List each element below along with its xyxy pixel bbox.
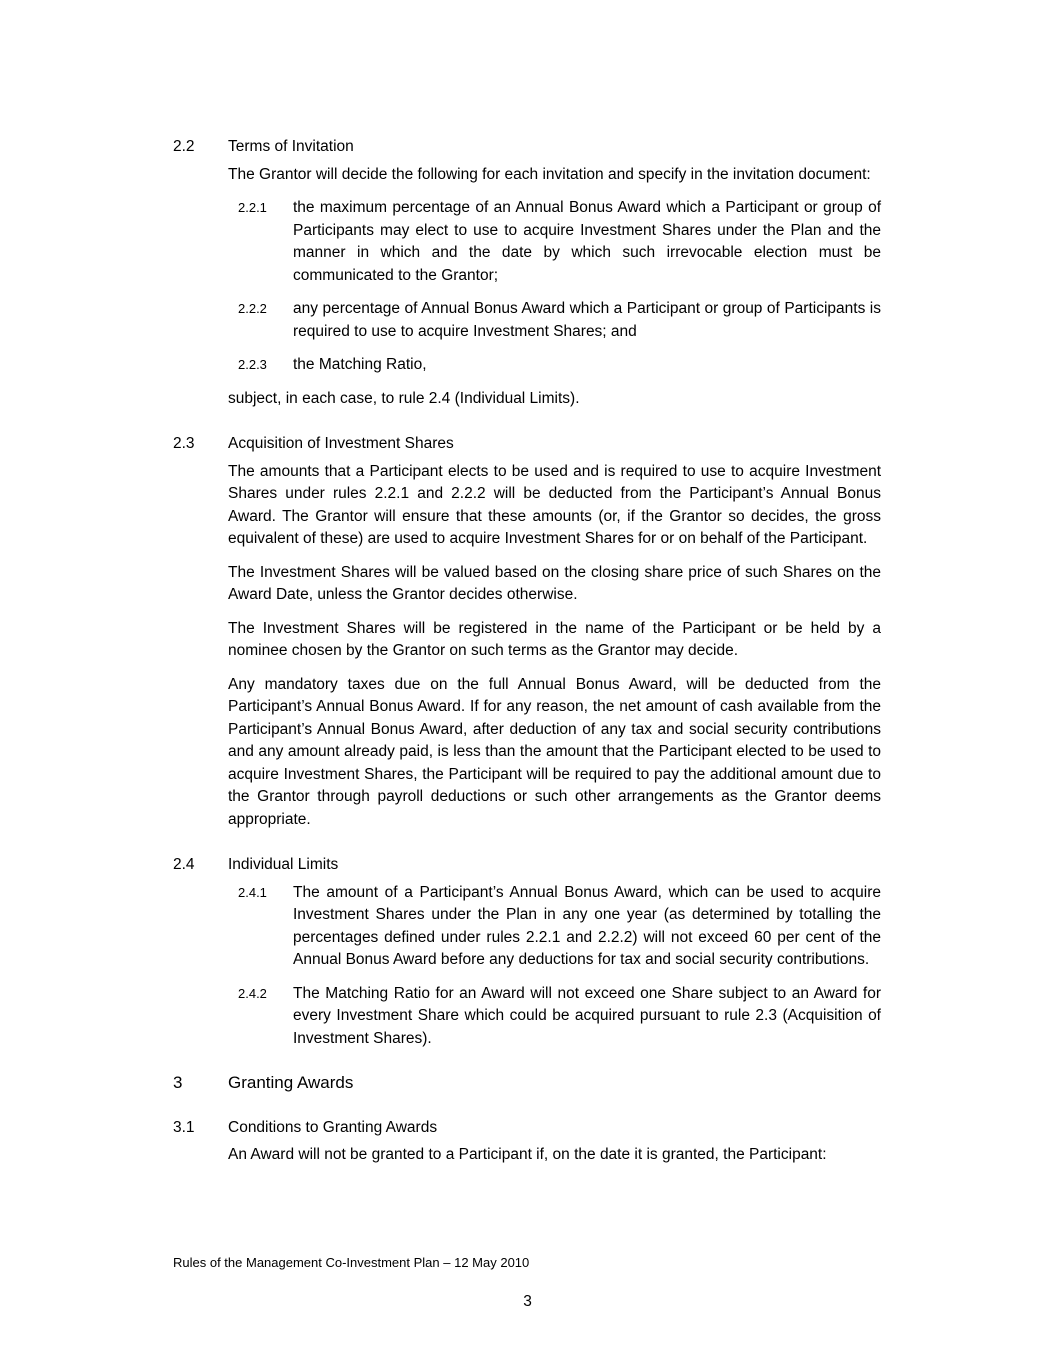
paragraph: The Investment Shares will be valued based on the closing share price of such Shares on the Award Date, unless the Grantor decides otherwise. <box>228 563 881 603</box>
section-heading-2-4 <box>173 854 881 877</box>
clause-2-2-2 <box>228 298 881 343</box>
section-number: 2.4 <box>173 856 195 873</box>
section-heading-2-3 <box>173 433 881 456</box>
clause-text: any percentage of Annual Bonus Award which a Participant or group of Participants is required to use to acquire Investment Shares; and <box>293 300 881 340</box>
clause-2-4-2 <box>228 983 881 1051</box>
paragraph: An Award will not be granted to a Participant if, on the date it is granted, the Participant: <box>228 1146 827 1163</box>
clause-text: the maximum percentage of an Annual Bonus Award which a Participant or group of Participants may elect to use to acquire Investment Shares under the Plan and the manner in which and the date by which such irrevocable election must be communicated to the Grantor; <box>293 199 881 284</box>
clause-number: 2.4.1 <box>238 884 267 900</box>
section-heading-3 <box>173 1072 881 1095</box>
clause-text: the Matching Ratio, <box>293 356 427 373</box>
section-title: Individual Limits <box>228 856 339 873</box>
clause-number: 2.2.3 <box>238 357 267 372</box>
section-title: Acquisition of Investment Shares <box>228 435 454 452</box>
section-title: Granting Awards <box>228 1073 354 1092</box>
section-number: 2.3 <box>173 435 195 452</box>
paragraph: Any mandatory taxes due on the full Annual Bonus Award, will be deducted from the Participant’s Annual Bonus Award. If for any reason, the net amount of cash available from the Participant’s Annual Bonus Award, after deduction of any tax and social security contributions and any amount already paid, is less than the amount that the Participant elected to be used to acquire Investment Shares, the Participant will be required to pay the additional amount due to the Grantor through payroll deductions or such other arrangements as the Grantor deems appropriate. <box>228 675 881 828</box>
clause-number: 2.4.2 <box>238 985 267 1001</box>
clause-2-2-3 <box>228 354 881 377</box>
clause-text: The amount of a Participant’s Annual Bonus Award, which can be used to acquire Investment Shares under the Plan in any one year (as determined by totalling the percentages defined under rules 2.2.1 and 2.2.2) will not exceed 60 per cent of the Annual Bonus Award before any deductions for tax and social security contributions. <box>293 883 881 968</box>
section-number: 3.1 <box>173 1118 195 1136</box>
section-heading-2-2 <box>173 136 881 159</box>
clause-2-2-1 <box>228 197 881 287</box>
clause-2-4-1 <box>228 882 881 972</box>
clause-text: The Matching Ratio for an Award will not exceed one Share subject to an Award for every Investment Share which could be acquired pursuant to rule 2.3 (Acquisition of Investment Shares). <box>293 984 881 1047</box>
section-number: 3 <box>173 1073 183 1092</box>
page-footer: Rules of the Management Co-Investment Plan – 12 May 2010 <box>173 1255 530 1270</box>
clause-number: 2.2.2 <box>238 301 267 316</box>
section-number: 2.2 <box>173 138 195 155</box>
section-intro: The Grantor will decide the following for each invitation and specify in the invitation document: <box>228 165 871 183</box>
section-title: Terms of Invitation <box>228 138 354 155</box>
section-title: Conditions to Granting Awards <box>228 1118 438 1136</box>
paragraph: The Investment Shares will be registered in the name of the Participant or be held by a nominee chosen by the Grantor on such terms as the Grantor may decide. <box>228 619 881 659</box>
section-heading-3-1 <box>173 1117 881 1140</box>
paragraph: The amounts that a Participant elects to be used and is required to use to acquire Investment Shares under rules 2.2.1 and 2.2.2 will be deducted from the Participant’s Annual Bonus Award. The Grantor will ensure that these amounts (or, if the Grantor so decides, the gross equivalent of these) are used to acquire Investment Shares for or on behalf of the Participant. <box>228 462 881 547</box>
section-outro: subject, in each case, to rule 2.4 (Individual Limits). <box>228 389 580 407</box>
clause-number: 2.2.1 <box>238 200 267 215</box>
page-number: 3 <box>523 1293 532 1310</box>
page-content <box>173 136 881 1178</box>
